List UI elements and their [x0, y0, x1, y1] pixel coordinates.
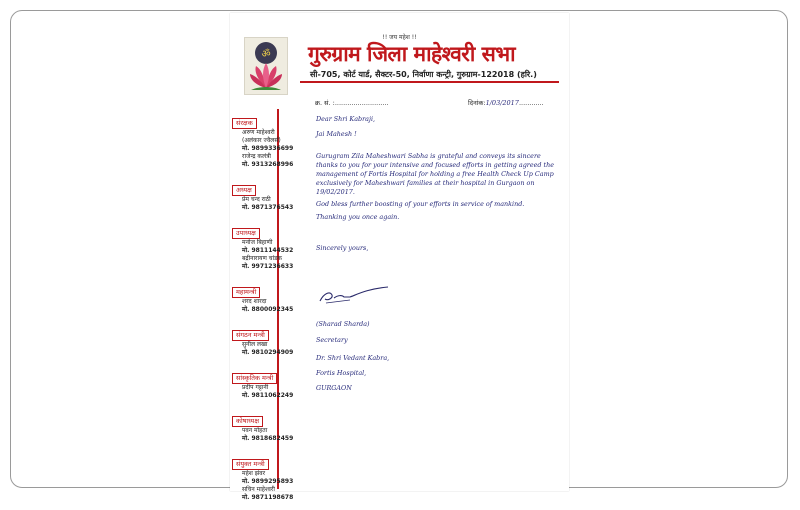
jai-mahesh-heading: !! जय महेश !! [382, 34, 417, 41]
date-label: दिनांक: [468, 99, 486, 107]
date-value: 1/03/2017 [485, 99, 519, 107]
member-name: प्रदीप गट्टानी [242, 384, 269, 391]
sidebar-section [232, 451, 298, 502]
member-phone: मो. 9313268996 [242, 161, 294, 168]
letter-page [230, 13, 569, 501]
paragraph-thanks: Gurugram Zila Maheshwari Sabha is grateful and conveys its sincere thanks to you for your intensive and focused efforts in getting agreed the management of Fortis Hospital for holding a free Health Check Up Camp exclusively for Maheshwari families at their hospital in Gurgaon on 19/02/2017. [316, 152, 554, 196]
section-label: सांस्कृतिक मन्त्री [232, 373, 277, 384]
member-phone: मो. 9899336699 [242, 145, 294, 152]
sidebar-section [232, 365, 298, 400]
section-label: अध्यक्ष [232, 185, 256, 196]
member-name: मनोज बिहाणी [242, 239, 273, 246]
member-name: राजेन्द्र कलंत्री [242, 153, 271, 160]
signer-title: Secretary [316, 336, 348, 344]
member-name: पवन मोहता [242, 427, 268, 434]
member-phone: मो. 8800092345 [242, 306, 294, 313]
member-name: सचिन माहेश्वरी [242, 486, 275, 493]
signature-block [316, 285, 406, 345]
section-label: संगठन मन्त्री [232, 330, 269, 341]
member-phone: मो. 9871198678 [242, 494, 294, 501]
date-dots: ............ [518, 99, 544, 107]
handwritten-signature-icon [316, 285, 406, 307]
member-note: (अलंकार ज्वैलर्स) [242, 137, 281, 144]
header-divider [300, 81, 559, 83]
member-phone: मो. 9871376543 [242, 204, 294, 211]
greeting: Jai Mahesh ! [316, 130, 357, 138]
section-label: महामन्त्री [232, 287, 260, 298]
recipient-line: Fortis Hospital, [316, 369, 367, 377]
section-label: संयुक्त मन्त्री [232, 459, 269, 470]
reference-number: क्र. सं. :.......................... [315, 99, 389, 107]
recipient-line: GURGAON [316, 384, 352, 392]
sabha-logo [244, 37, 288, 95]
sidebar-section [232, 177, 298, 212]
office-bearers-sidebar [232, 110, 298, 510]
section-label: संरक्षक [232, 118, 257, 129]
date-field [468, 98, 544, 107]
recipient-line: Dr. Shri Vedant Kabra, [316, 354, 390, 362]
organization-name: गुरुग्राम जिला माहेश्वरी सभा [308, 41, 516, 66]
member-name: बद्रीनारायण चांडक [242, 255, 282, 262]
member-name: सुनील लखा [242, 341, 268, 348]
sidebar-section [232, 279, 298, 314]
paragraph-closing-thanks: Thanking you once again. [316, 213, 400, 221]
member-phone: मो. 9899295893 [242, 478, 294, 485]
member-name: महेश झंवर [242, 470, 266, 477]
member-name: प्रेम चन्द राठी [242, 196, 271, 203]
member-name: अरुण माहेश्वरी [242, 129, 275, 136]
member-phone: मो. 9811062249 [242, 392, 294, 399]
sidebar-section [232, 408, 298, 443]
recipient-address [316, 351, 389, 396]
section-label: कोषाध्यक्ष [232, 416, 263, 427]
closing: Sincerely yours, [316, 244, 369, 252]
paragraph-blessing: God bless further boosting of your efforts in service of mankind. [316, 200, 525, 208]
section-label: उपाध्यक्ष [232, 228, 260, 239]
member-phone: मो. 9818682459 [242, 435, 294, 442]
member-name: शरद शारदा [242, 298, 267, 305]
member-phone: मो. 9971236633 [242, 263, 294, 270]
sidebar-section [232, 220, 298, 271]
member-phone: मो. 9811144532 [242, 247, 294, 254]
sidebar-section [232, 110, 298, 169]
signer-name: (Sharad Sharda) [316, 320, 370, 328]
lotus-logo-icon [245, 38, 287, 94]
member-phone: मो. 9810294909 [242, 349, 294, 356]
salutation: Dear Shri Kabraji, [316, 115, 376, 123]
sidebar-section [232, 322, 298, 357]
om-symbol: ॐ [261, 49, 271, 60]
letter-body [316, 115, 556, 253]
organization-address: सी-705, कोर्ट यार्ड, सैक्टर-50, निर्वाणा कन्ट्री, गुरुग्राम-122018 (हरि.) [310, 70, 537, 79]
